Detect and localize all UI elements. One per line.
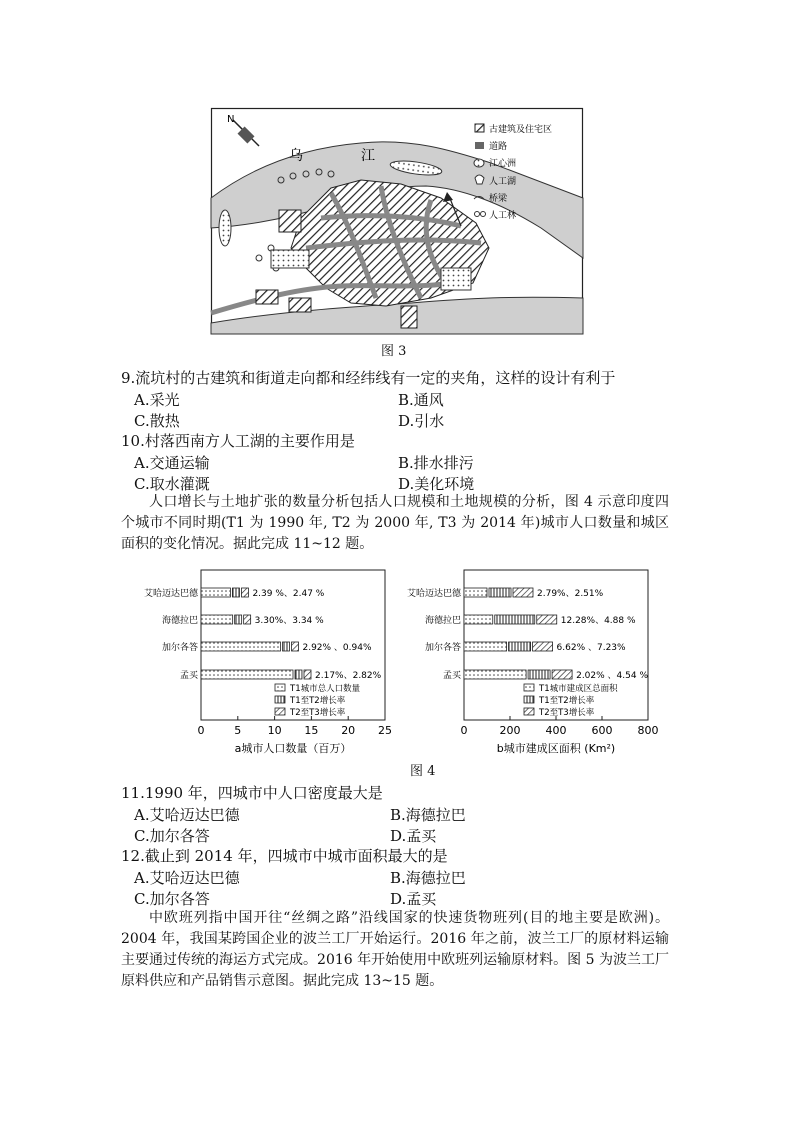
q11-option-d[interactable]: D.孟买 <box>390 827 437 845</box>
svg-text:人工林: 人工林 <box>489 211 517 221</box>
chart-a-bar-growth2 <box>241 588 248 597</box>
chart-a-legend-label: T1城市总人口数量 <box>290 684 361 694</box>
q9-option-a[interactable]: A.采光 <box>134 391 180 409</box>
chart-a-growth-label: 2.92% 、0.94% <box>302 643 372 653</box>
chart-b-bar-t1 <box>464 588 487 597</box>
chart-a-bar-growth2 <box>291 642 298 651</box>
chart-a-bar-t1 <box>201 588 230 597</box>
q10-option-b[interactable]: B.排水排污 <box>398 454 474 472</box>
q12-option-a[interactable]: A.艾哈迈达巴德 <box>134 869 240 887</box>
question-12-stem: 12.截止到 2014 年，四城市中城市面积最大的是 <box>121 847 448 865</box>
chart-b-bar-growth2 <box>513 588 533 597</box>
artificial-lake <box>271 250 309 268</box>
figure-4-svg <box>143 565 666 775</box>
chart-b-legend-swatch <box>524 696 534 703</box>
chart-a-tick-label: 0 <box>197 724 205 737</box>
chart-b-bar-growth2 <box>533 642 553 651</box>
chart-b-bar-growth2 <box>537 615 557 624</box>
chart-a-legend-label: T1至T2增长率 <box>290 696 346 706</box>
chart-a-bar-growth1 <box>282 642 289 651</box>
chart-a-legend-swatch <box>275 696 285 703</box>
chart-a-bar-t1 <box>201 615 233 624</box>
chart-b-tick-label: 0 <box>460 724 468 737</box>
q11-option-b[interactable]: B.海德拉巴 <box>390 806 466 824</box>
river-island <box>219 210 231 246</box>
chart-a-tick-label: 10 <box>267 724 282 737</box>
svg-text:N: N <box>227 114 235 125</box>
chart-b-bar-growth1 <box>495 615 535 624</box>
q11-option-a[interactable]: A.艾哈迈达巴德 <box>134 806 240 824</box>
chart-a-title: a城市人口数量（百万） <box>234 742 352 755</box>
chart-a-growth-label: 3.30%、3.34 % <box>254 616 324 626</box>
figure-4 <box>143 565 666 775</box>
q9-option-d[interactable]: D.引水 <box>398 412 445 430</box>
q10-option-d[interactable]: D.美化环境 <box>398 475 475 493</box>
chart-b-tick-label: 600 <box>591 724 613 737</box>
svg-text:道路: 道路 <box>489 142 508 152</box>
chart-a-bar-growth2 <box>304 670 311 679</box>
question-11-stem: 11.1990 年，四城市中人口密度最大是 <box>121 784 383 802</box>
chart-b-bar-growth2 <box>552 670 572 679</box>
chart-a-bar-growth1 <box>235 615 242 624</box>
chart-b-legend-label: T1至T2增长率 <box>539 696 595 706</box>
chart-a-legend-label: T2至T3增长率 <box>290 708 346 718</box>
figure-3-map <box>211 108 583 334</box>
chart-a-category-label: 海德拉巴 <box>161 616 198 626</box>
svg-text:江: 江 <box>361 148 375 164</box>
q9-option-c[interactable]: C.散热 <box>134 412 180 430</box>
q12-option-d[interactable]: D.孟买 <box>390 890 437 908</box>
chart-b-category-label: 艾哈迈达巴德 <box>406 589 461 599</box>
chart-a-tick-label: 5 <box>234 724 242 737</box>
chart-a-bar-growth1 <box>295 670 302 679</box>
chart-a-category-label: 艾哈迈达巴德 <box>143 589 198 599</box>
chart-b-category-label: 加尔各答 <box>424 643 461 653</box>
chart-b-growth-label: 2.79%、2.51% <box>537 589 604 599</box>
chart-b-category-label: 孟买 <box>442 671 461 681</box>
chart-b-bar-growth1 <box>509 642 531 651</box>
chart-b-legend-label: T1城市建成区总面积 <box>539 684 618 694</box>
question-9-stem: 9.流坑村的古建筑和街道走向都和经纬线有一定的夹角，这样的设计有利于 <box>121 369 616 387</box>
chart-a-bar-t1 <box>201 670 293 679</box>
chart-a-growth-label: 2.17%、2.82% <box>315 671 382 681</box>
chart-b-growth-label: 12.28%、4.88 % <box>560 616 636 626</box>
chart-a-tick-label: 15 <box>304 724 319 737</box>
svg-text:人工湖: 人工湖 <box>489 177 517 187</box>
chart-b-tick-label: 800 <box>637 724 659 737</box>
chart-a-growth-label: 2.39 %、2.47 % <box>252 589 325 599</box>
q9-option-b[interactable]: B.通风 <box>398 391 444 409</box>
figure-3-caption: 图 3 <box>381 344 407 359</box>
chart-b-tick-label: 200 <box>499 724 521 737</box>
passage-13-15: 中欧班列指中国开往“丝绸之路”沿线国家的快速货物班列(目的地主要是欧洲)。2004 年，我国某跨国企业的波兰工厂开始运行。2016 年之前，波兰工厂的原材料运输主要通过传统的海运方式完成。2016 年开始使用中欧班列运输原材料。图 5 为波兰工厂原料供应和产品销售示意图。据此完成 13~15 题。 <box>121 910 669 989</box>
chart-b-bar-t1 <box>464 642 507 651</box>
chart-b-bar-growth1 <box>528 670 550 679</box>
q11-option-c[interactable]: C.加尔各答 <box>134 827 210 845</box>
chart-b-category-label: 海德拉巴 <box>424 616 461 626</box>
chart-a-category-label: 孟买 <box>179 671 198 681</box>
chart-a-tick-label: 20 <box>341 724 356 737</box>
passage-11-12: 人口增长与土地扩张的数量分析包括人口规模和土地规模的分析，图 4 示意印度四个城市不同时期(T1 为 1990 年, T2 为 2000 年, T3 为 2014 年)城市人口数量和城区面积的变化情况。据此完成 11~12 题。 <box>121 494 669 552</box>
q12-option-b[interactable]: B.海德拉巴 <box>390 869 466 887</box>
chart-b-bar-t1 <box>464 670 526 679</box>
chart-b-bar-growth1 <box>489 588 511 597</box>
svg-text:江心洲: 江心洲 <box>489 159 517 169</box>
svg-text:古建筑及住宅区: 古建筑及住宅区 <box>489 125 553 135</box>
q10-option-c[interactable]: C.取水灌溉 <box>134 475 210 493</box>
chart-b-legend-swatch <box>524 684 534 691</box>
chart-a-bar-t1 <box>201 642 280 651</box>
chart-b-growth-label: 2.02% 、4.54 % <box>576 671 649 681</box>
chart-a-bar-growth1 <box>232 588 239 597</box>
chart-a-legend-swatch <box>275 684 285 691</box>
chart-b-bar-t1 <box>464 615 493 624</box>
question-10-stem: 10.村落西南方人工湖的主要作用是 <box>121 432 355 450</box>
chart-b-tick-label: 400 <box>545 724 567 737</box>
svg-text:桥梁: 桥梁 <box>489 194 508 204</box>
chart-a-tick-label: 25 <box>378 724 392 737</box>
chart-a-category-label: 加尔各答 <box>161 643 198 653</box>
chart-b-legend-swatch <box>524 708 534 715</box>
chart-b-legend-label: T2至T3增长率 <box>539 708 595 718</box>
svg-text:乌: 乌 <box>289 148 303 164</box>
chart-b-growth-label: 6.62% 、7.23% <box>556 643 626 653</box>
chart-a-bar-growth2 <box>244 615 251 624</box>
village-map-svg <box>211 108 583 334</box>
chart-b-title: b城市建成区面积 (Km²) <box>496 742 616 755</box>
q12-option-c[interactable]: C.加尔各答 <box>134 890 210 908</box>
figure-4-caption: 图 4 <box>410 764 436 779</box>
chart-a-legend-swatch <box>275 708 285 715</box>
q10-option-a[interactable]: A.交通运输 <box>134 454 210 472</box>
